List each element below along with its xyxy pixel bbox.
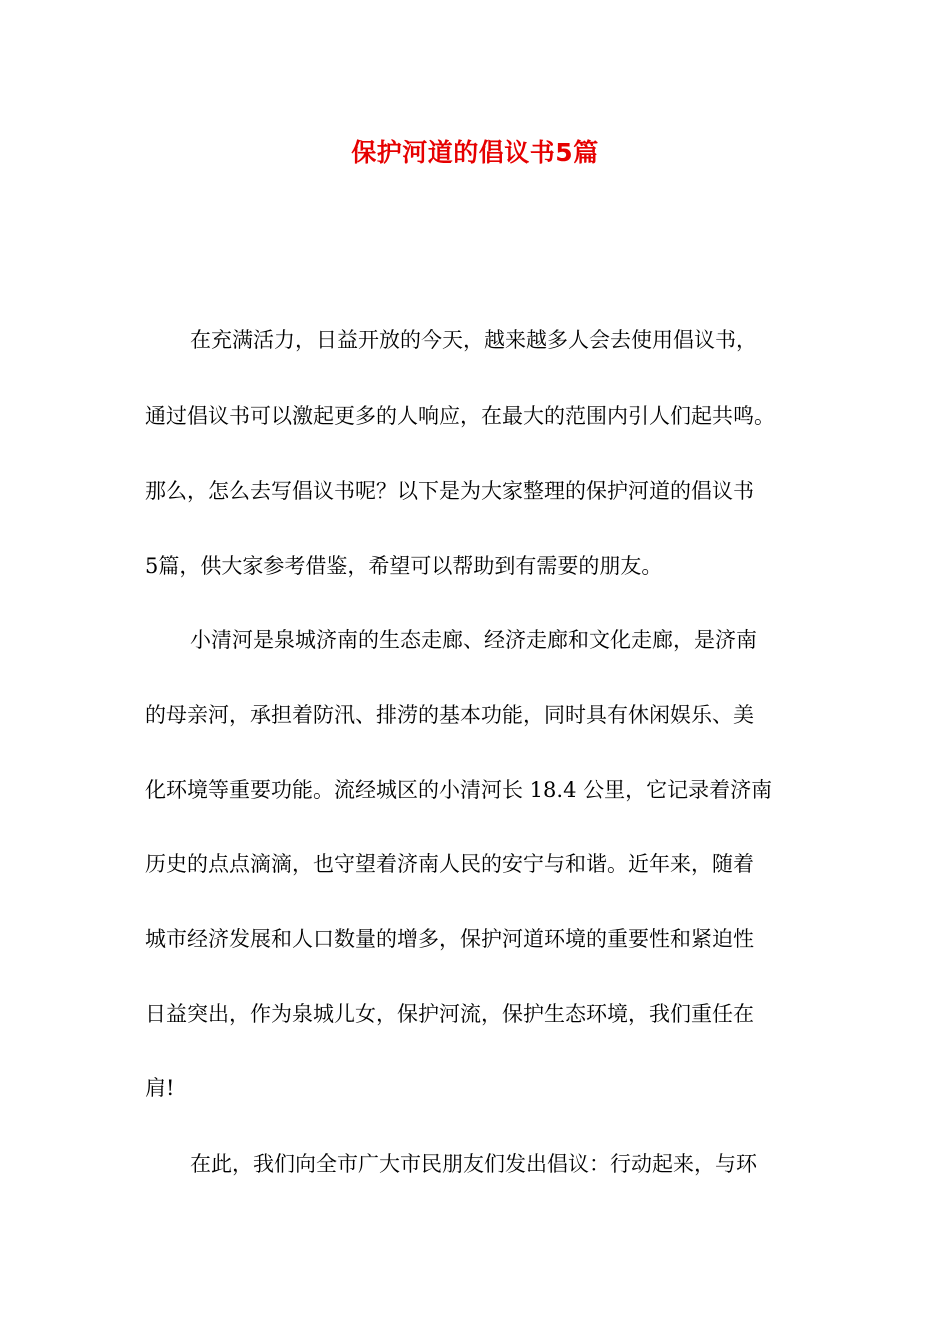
- paragraph-1-line-4: 5篇，供大家参考借鉴，希望可以帮助到有需要的朋友。: [145, 554, 663, 578]
- paragraph-3-line-1: 在此，我们向全市广大市民朋友们发出倡议：行动起来，与环: [190, 1152, 757, 1176]
- paragraph-2-line-5: 城市经济发展和人口数量的增多，保护河道环境的重要性和紧迫性: [145, 927, 754, 951]
- paragraph-1-line-3: 那么，怎么去写倡议书呢？以下是为大家整理的保护河道的倡议书: [145, 479, 754, 503]
- paragraph-1-line-1: 在充满活力，日益开放的今天，越来越多人会去使用倡议书，: [190, 328, 757, 352]
- paragraph-2-line-7: 肩!: [145, 1076, 175, 1100]
- paragraph-2-line-2: 的母亲河，承担着防汛、排涝的基本功能，同时具有休闲娱乐、美: [145, 703, 754, 727]
- document-title: 保护河道的倡议书5篇: [351, 138, 599, 167]
- paragraph-2-line-6: 日益突出，作为泉城儿女，保护河流，保护生态环境，我们重任在: [145, 1002, 754, 1026]
- paragraph-2-line-3: 化环境等重要功能。流经城区的小清河长 18.4 公里，它记录着济南: [145, 778, 773, 802]
- paragraph-2-line-1: 小清河是泉城济南的生态走廊、经济走廊和文化走廊，是济南: [190, 628, 757, 652]
- paragraph-1-line-2: 通过倡议书可以激起更多的人响应，在最大的范围内引人们起共鸣。: [145, 404, 775, 428]
- paragraph-2-line-4: 历史的点点滴滴，也守望着济南人民的安宁与和谐。近年来，随着: [145, 852, 754, 876]
